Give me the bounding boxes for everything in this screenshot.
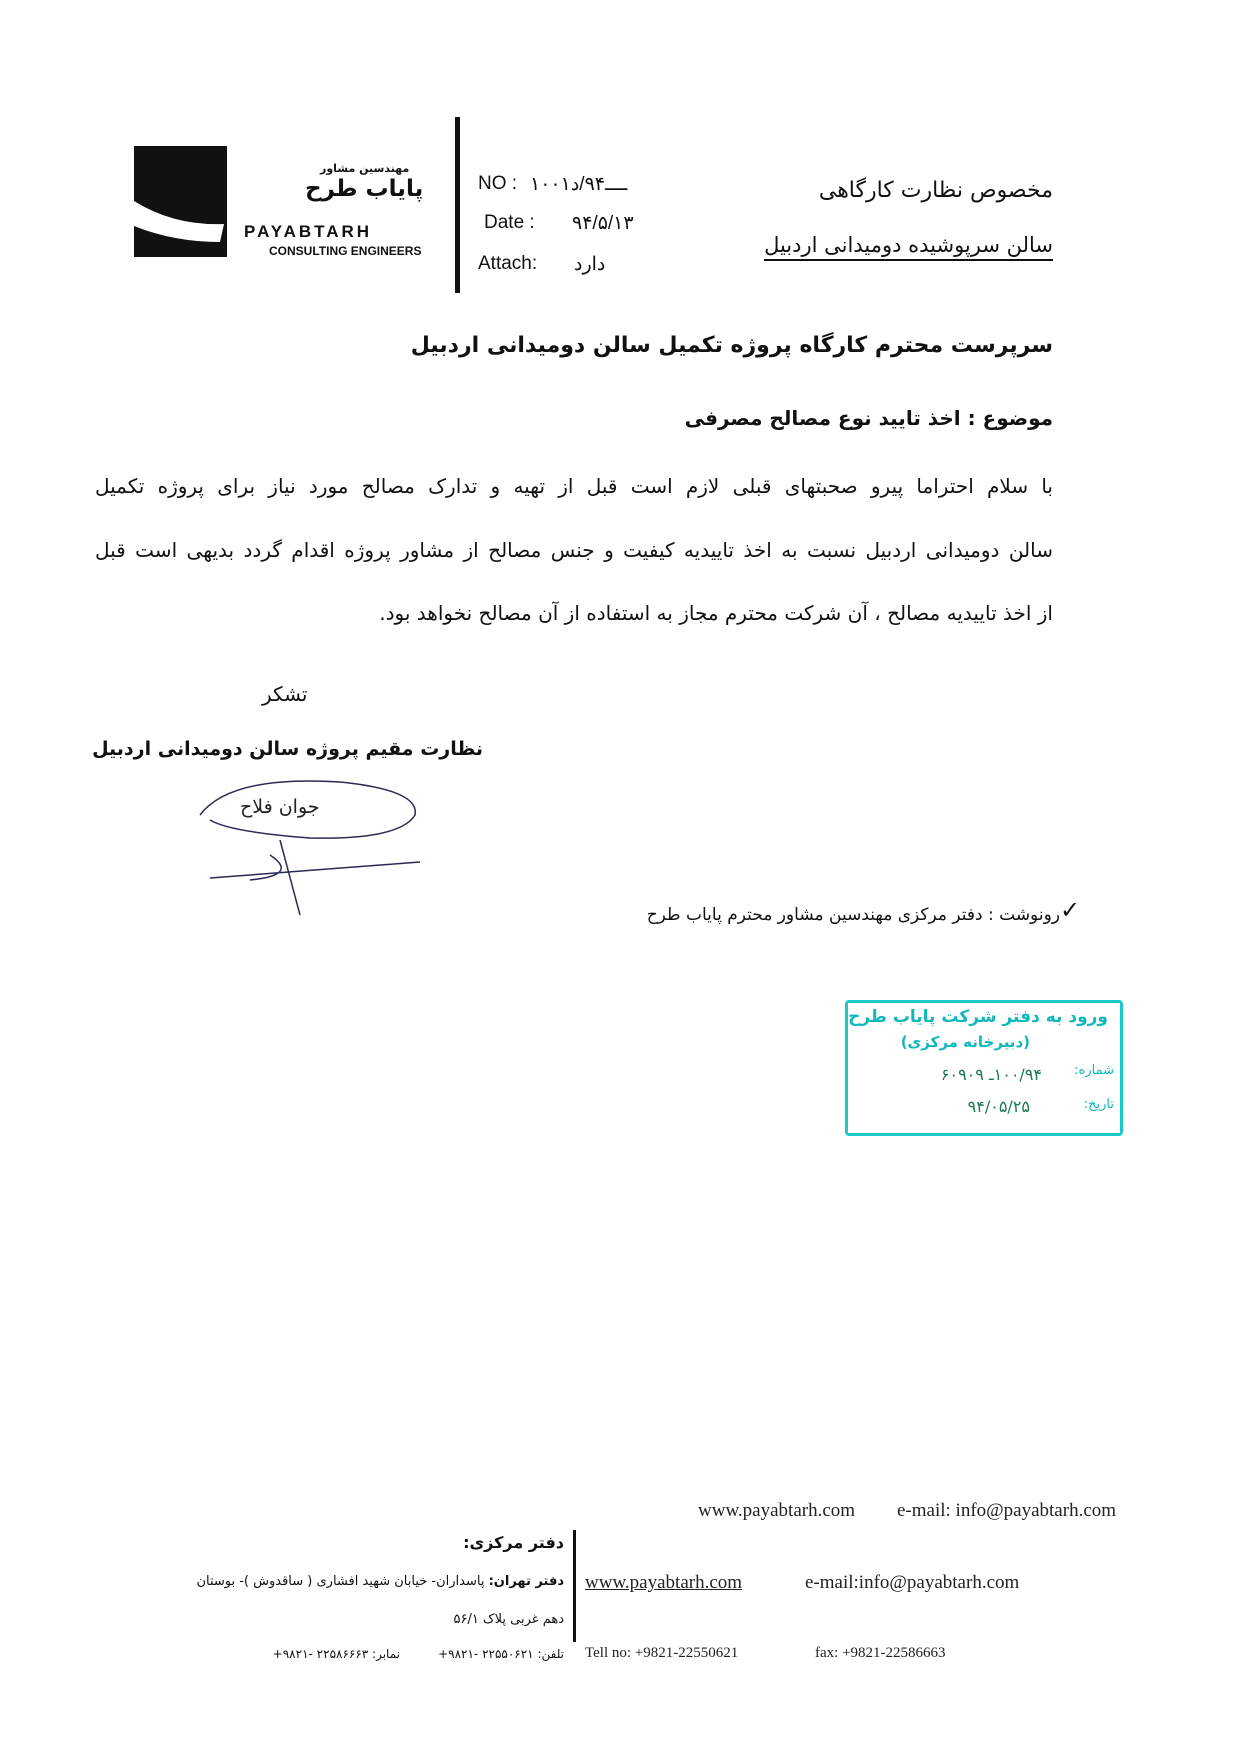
letter-number-label: NO : xyxy=(478,173,518,194)
footer-website-link[interactable]: www.payabtarh.com xyxy=(585,1572,743,1593)
stamp-subtitle: (دبیرخانه مرکزی) xyxy=(900,1033,1030,1051)
stamp-number-value: ۱۰۰/۹۴ـ ۶۰۹۰۹ xyxy=(940,1065,1042,1084)
footer-top-email[interactable]: e-mail: info@payabtarh.com xyxy=(897,1500,1117,1521)
header-line-2: سالن سرپوشیده دومیدانی اردبیل xyxy=(764,233,1053,261)
attach-value: دارد xyxy=(574,254,606,275)
stamp-date-value: ۹۴/۰۵/۲۵ xyxy=(967,1097,1030,1116)
footer-divider xyxy=(573,1530,576,1642)
signature-name: جوان فلاح xyxy=(240,796,320,818)
logo-fa-small: مهندسین مشاور xyxy=(320,162,410,175)
logo-en-sub: CONSULTING ENGINEERS xyxy=(269,244,422,258)
signature xyxy=(190,770,440,920)
header-divider xyxy=(455,117,460,293)
company-logo-mark xyxy=(134,146,227,257)
body-line: با سلام احتراما پیرو صحبتهای قبلی لازم است قبل از تهیه و تدارک مصالح مورد نیاز برای پروژه تکمیل xyxy=(95,474,1053,498)
central-office-label: دفتر مرکزی: xyxy=(463,1533,564,1552)
logo-fa-name: پایاب طرح xyxy=(305,176,424,202)
header-line-1: مخصوص نظارت کارگاهی xyxy=(818,178,1053,203)
checkmark-icon: ✓ xyxy=(1060,896,1081,924)
address-1: پاسداران- خیابان شهید افشاری ( ساقدوش )- بوستان xyxy=(196,1574,485,1589)
stamp-number-label: شماره: xyxy=(1074,1063,1114,1078)
received-stamp xyxy=(845,1000,1123,1136)
tehran-office-label: دفتر تهران: xyxy=(488,1574,564,1589)
body-line: سالن دومیدانی اردبیل نسبت به اخذ تاییدیه کیفیت و جنس مصالح از مشاور پروژه اقدام گردد بدیهی است قبل xyxy=(95,538,1053,562)
carbon-copy: رونوشت : دفتر مرکزی مهندسین مشاور محترم پایاب طرح xyxy=(646,905,1060,925)
recipient: سرپرست محترم کارگاه پروژه تکمیل سالن دومیدانی اردبیل xyxy=(410,333,1053,358)
closing: تشکر xyxy=(262,682,308,706)
logo-en-name: PAYABTARH xyxy=(244,222,373,241)
attach-label: Attach: xyxy=(478,253,538,274)
body-line: از اخذ تاییدیه مصالح ، آن شرکت محترم مجاز به استفاده از آن مصالح نخواهد بود. xyxy=(379,601,1053,625)
address-2: دهم غربی پلاک ۵۶/۱ xyxy=(453,1612,564,1627)
logo-swoosh-icon xyxy=(134,146,227,257)
subject: موضوع : اخذ تایید نوع مصالح مصرفی xyxy=(684,406,1053,430)
footer-top-website[interactable]: www.payabtarh.com xyxy=(698,1500,856,1521)
footer-email-link[interactable]: e-mail:info@payabtarh.com xyxy=(805,1572,1020,1593)
tehran-address-line-1 xyxy=(196,1574,564,1589)
tel-en: Tell no: +9821-22550621 xyxy=(585,1645,739,1661)
stamp-title: ورود به دفتر شرکت پایاب طرح xyxy=(848,1007,1108,1027)
stamp-date-label: تاریخ: xyxy=(1083,1097,1114,1112)
phone-fa: تلفن: ۲۲۵۵۰۶۲۱ -۹۸۲۱+ xyxy=(438,1647,564,1661)
letter-number-value: ۱۰۰۱ــــ۹۴/د xyxy=(530,174,628,195)
date-value: ۹۴/۵/۱۳ xyxy=(572,213,634,234)
signer-title: نظارت مقیم پروژه سالن دومیدانی اردبیل xyxy=(92,738,483,760)
date-label: Date : xyxy=(484,212,535,233)
fax-fa: نمابر: ۲۲۵۸۶۶۶۳ -۹۸۲۱+ xyxy=(272,1647,400,1661)
fax-en: fax: +9821-22586663 xyxy=(815,1645,946,1661)
